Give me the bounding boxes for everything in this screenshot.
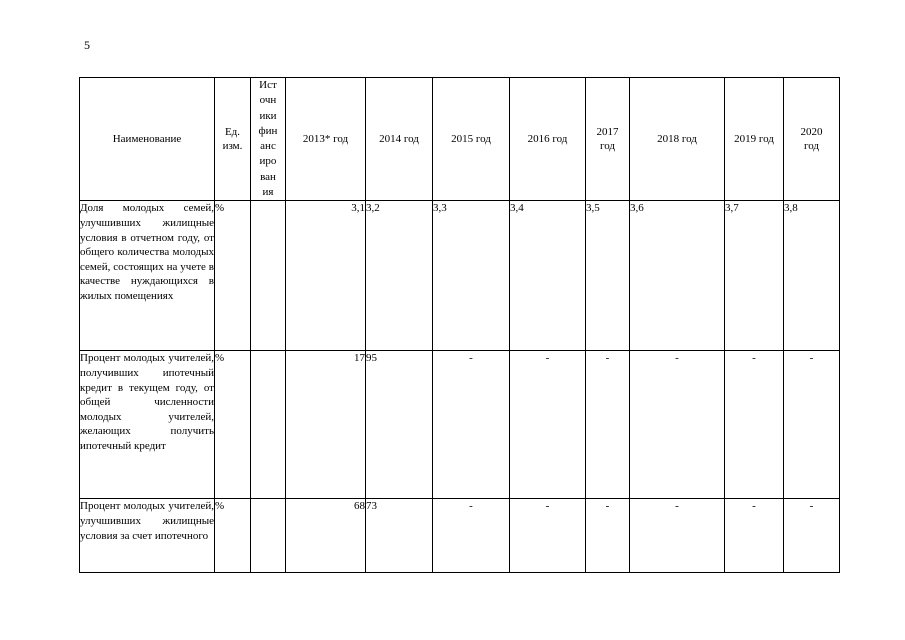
row-unit: %: [215, 201, 251, 351]
table-row: [80, 351, 840, 499]
header-source: Ист очн ики фин анс иро ван ия: [251, 78, 286, 201]
row-source: [251, 351, 286, 499]
value-2014: 73: [366, 499, 433, 573]
value-2018: 3,6: [630, 201, 725, 351]
row-source: [251, 201, 286, 351]
header-unit: Ед. изм.: [215, 78, 251, 201]
header-2013: 2013* год: [286, 78, 366, 201]
value-2013: 68: [286, 499, 366, 573]
value-2017: -: [586, 351, 630, 499]
header-2016: 2016 год: [510, 78, 586, 201]
row-name: Процент молодых учителей, получивших ипотечный кредит в текущем году, от общей численности молодых учителей, желающих получить ипотечный кредит: [80, 351, 215, 499]
table-row: [80, 499, 840, 573]
table-row: [80, 201, 840, 351]
value-2019: -: [725, 351, 784, 499]
row-name: Процент молодых учителей, улучшивших жилищные условия за счет ипотечного: [80, 499, 215, 573]
header-2020: 2020 год: [784, 78, 840, 201]
value-2013: 17: [286, 351, 366, 499]
row-unit: %: [215, 499, 251, 573]
value-2014: 3,2: [366, 201, 433, 351]
value-2013: 3,1: [286, 201, 366, 351]
value-2020: -: [784, 499, 840, 573]
value-2015: 3,3: [433, 201, 510, 351]
header-2018: 2018 год: [630, 78, 725, 201]
page-number: 5: [84, 38, 90, 52]
value-2018: -: [630, 499, 725, 573]
value-2018: -: [630, 351, 725, 499]
value-2020: 3,8: [784, 201, 840, 351]
row-name: Доля молодых семей, улучшивших жилищные условия в отчетном году, от общего количества молодых семей, состоящих на учете в качестве нуждающихся в жилых помещениях: [80, 201, 215, 351]
value-2015: -: [433, 351, 510, 499]
header-2014: 2014 год: [366, 78, 433, 201]
header-2019: 2019 год: [725, 78, 784, 201]
value-2019: 3,7: [725, 201, 784, 351]
header-2017: 2017 год: [586, 78, 630, 201]
indicators-table: [79, 77, 840, 573]
table-header-row: [80, 78, 840, 201]
value-2016: -: [510, 351, 586, 499]
row-source: [251, 499, 286, 573]
value-2017: 3,5: [586, 201, 630, 351]
header-name: Наименование: [80, 78, 215, 201]
value-2016: -: [510, 499, 586, 573]
value-2014: 95: [366, 351, 433, 499]
value-2020: -: [784, 351, 840, 499]
header-2015: 2015 год: [433, 78, 510, 201]
value-2017: -: [586, 499, 630, 573]
value-2019: -: [725, 499, 784, 573]
value-2015: -: [433, 499, 510, 573]
value-2016: 3,4: [510, 201, 586, 351]
row-unit: %: [215, 351, 251, 499]
